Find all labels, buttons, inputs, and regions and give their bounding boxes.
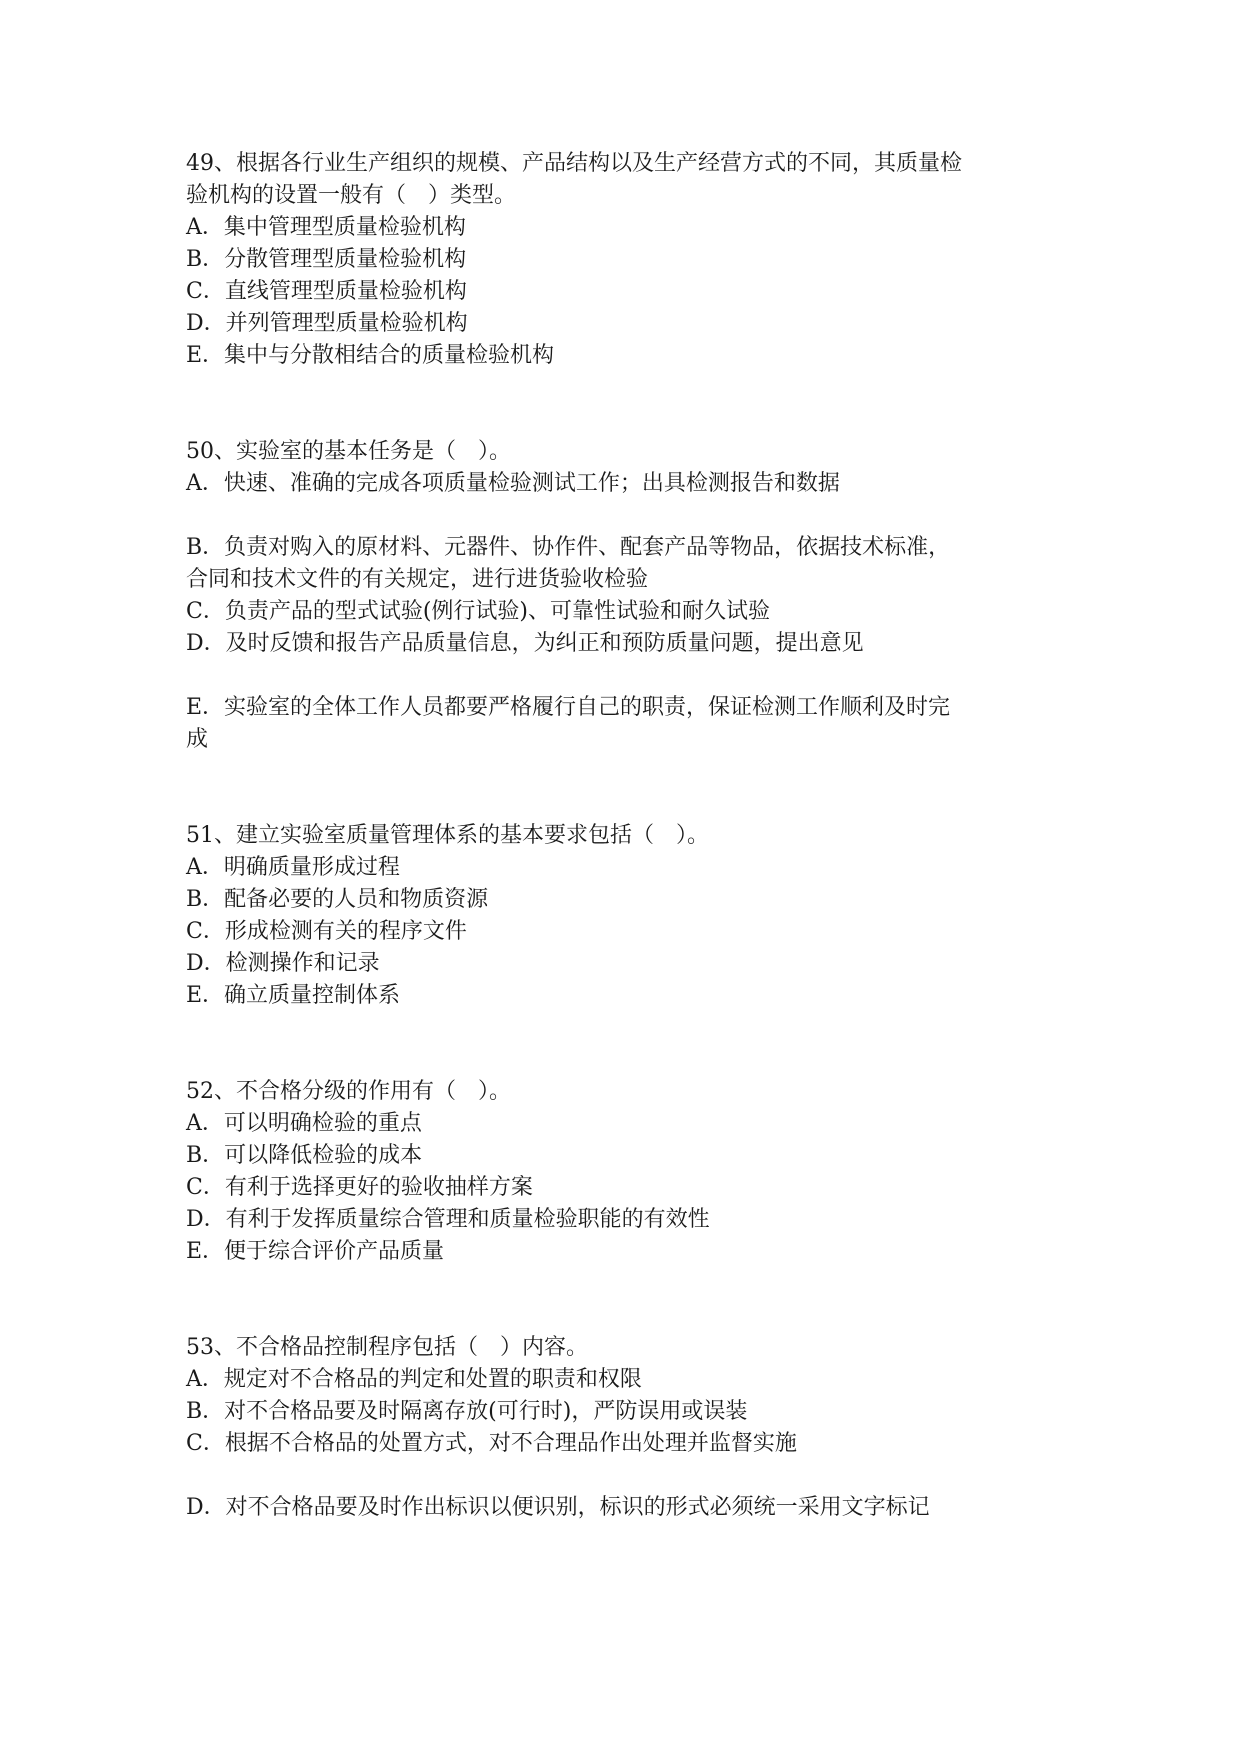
- option-d: D．及时反馈和报告产品质量信息，为纠正和预防质量问题，提出意见: [186, 631, 864, 656]
- question-stem: 52、不合格分级的作用有（ ）。: [186, 1079, 511, 1104]
- option-b: B．负责对购入的原材料、元器件、协作件、配套产品等物品，依据技术标准，: [186, 535, 951, 560]
- question-53: [186, 1332, 1066, 1524]
- option-a: A．明确质量形成过程: [186, 855, 400, 880]
- spacer: [186, 1268, 1066, 1332]
- option-b: B．可以降低检验的成本: [186, 1143, 423, 1168]
- option-a: A．规定对不合格品的判定和处置的职责和权限: [186, 1367, 642, 1392]
- option-a: A．快速、准确的完成各项质量检验测试工作；出具检测报告和数据: [186, 471, 840, 496]
- option-a: A．集中管理型质量检验机构: [186, 215, 466, 240]
- option-b: B．配备必要的人员和物质资源: [186, 887, 489, 912]
- option-c: C．有利于选择更好的验收抽样方案: [186, 1175, 533, 1200]
- spacer: [186, 500, 1066, 532]
- option-d: D．并列管理型质量检验机构: [186, 311, 468, 336]
- spacer: [186, 756, 1066, 820]
- option-e: E．便于综合评价产品质量: [186, 1239, 445, 1264]
- option-a: A．可以明确检验的重点: [186, 1111, 422, 1136]
- question-stem: 49、根据各行业生产组织的规模、产品结构以及生产经营方式的不同，其质量检: [186, 151, 962, 176]
- spacer: [186, 1012, 1066, 1076]
- option-c: C．根据不合格品的处置方式，对不合理品作出处理并监督实施: [186, 1431, 797, 1456]
- question-stem: 51、建立实验室质量管理体系的基本要求包括（ ）。: [186, 823, 709, 848]
- spacer: [186, 660, 1066, 692]
- option-d: D．检测操作和记录: [186, 951, 380, 976]
- spacer: [186, 372, 1066, 436]
- option-b-continued: 合同和技术文件的有关规定，进行进货验收检验: [186, 567, 649, 592]
- question-51: [186, 820, 1066, 1012]
- question-stem-continued: 验机构的设置一般有（ ）类型。: [186, 183, 517, 208]
- question-50: [186, 436, 1066, 756]
- option-c: C．负责产品的型式试验(例行试验)、可靠性试验和耐久试验: [186, 599, 771, 624]
- question-stem: 50、实验室的基本任务是（ ）。: [186, 439, 511, 464]
- option-e: E．集中与分散相结合的质量检验机构: [186, 343, 555, 368]
- question-stem: 53、不合格品控制程序包括（ ）内容。: [186, 1335, 588, 1360]
- option-d: D．对不合格品要及时作出标识以便识别，标识的形式必须统一采用文字标记: [186, 1495, 930, 1520]
- option-b: B．分散管理型质量检验机构: [186, 247, 467, 272]
- option-e: E．确立质量控制体系: [186, 983, 401, 1008]
- question-52: [186, 1076, 1066, 1268]
- option-c: C．形成检测有关的程序文件: [186, 919, 467, 944]
- option-b: B．对不合格品要及时隔离存放(可行时)，严防误用或误装: [186, 1399, 748, 1424]
- option-c: C．直线管理型质量检验机构: [186, 279, 467, 304]
- option-e: E．实验室的全体工作人员都要严格履行自己的职责，保证检测工作顺利及时完: [186, 695, 951, 720]
- option-e-continued: 成: [186, 727, 209, 752]
- question-49: [186, 148, 1066, 372]
- option-d: D．有利于发挥质量综合管理和质量检验职能的有效性: [186, 1207, 710, 1232]
- question-list: [186, 148, 1066, 1524]
- spacer: [186, 1460, 1066, 1492]
